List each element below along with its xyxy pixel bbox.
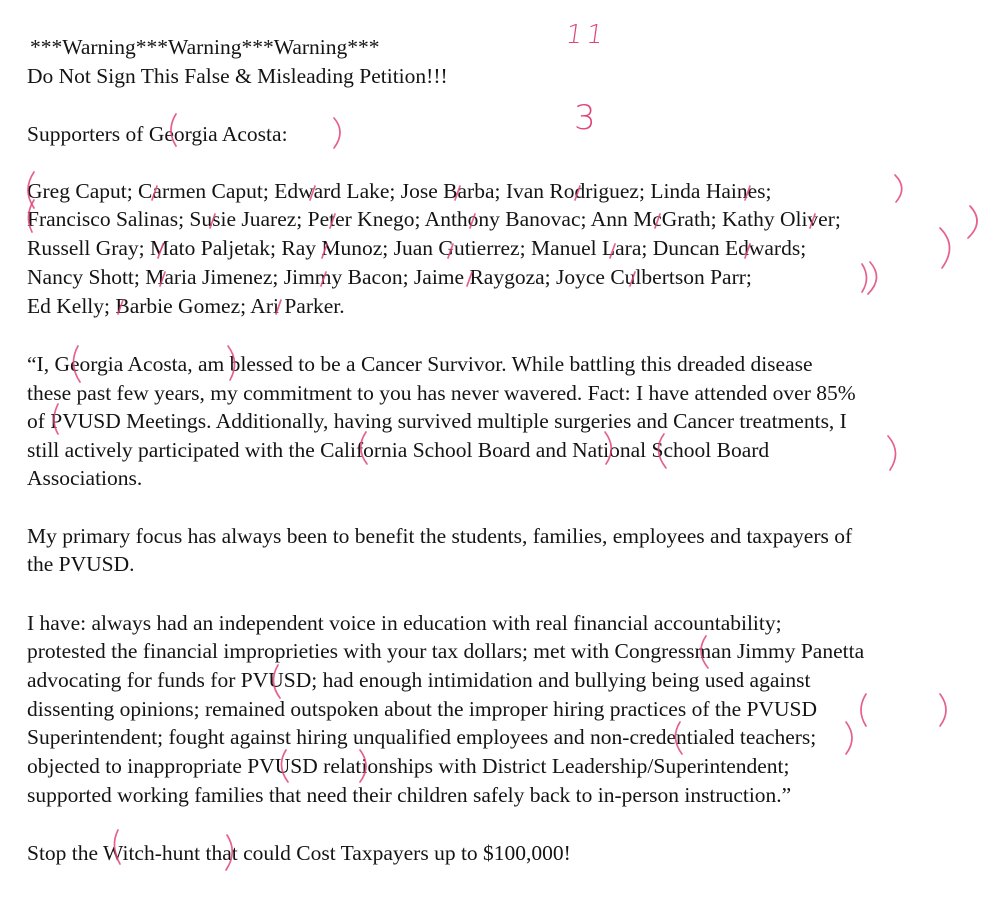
statement-line: supported working families that need their children safely back to in-person instruction.” (27, 783, 792, 807)
ink-bracket (868, 262, 877, 294)
statement-line: I have: always had an independent voice in education with real financial accountability; (27, 611, 782, 635)
statement-line: Associations. (27, 466, 143, 490)
closing-line: Stop the Witch-hunt that could Cost Taxpayers up to $100,000! (27, 841, 571, 865)
supporters-line: Francisco Salinas; Susie Juarez; Peter Knego; Anthony Banovac; Ann McGrath; Kathy Oliver; (27, 207, 841, 231)
statement-line: Superintendent; fought against hiring unqualified employees and non-credentialed teachers; (27, 725, 817, 749)
supporters-line: Greg Caput; Carmen Caput; Edward Lake; Jose Barba; Ivan Rodriguez; Linda Haines; (27, 179, 772, 203)
ink-bracket (968, 206, 977, 238)
statement-line: the PVUSD. (27, 552, 135, 576)
statement-line: these past few years, my commitment to you has never wavered. Fact: I have attended over 85% (27, 381, 856, 405)
ink-bracket (888, 436, 896, 470)
supporters-heading: Supporters of Georgia Acosta: (27, 122, 288, 146)
supporters-line: Ed Kelly; Barbie Gomez; Ari Parker. (27, 294, 345, 318)
statement-line: of PVUSD Meetings. Additionally, having survived multiple surgeries and Cancer treatments, I (27, 409, 847, 433)
statement-line: dissenting opinions; remained outspoken about the improper hiring practices of the PVUSD (27, 697, 817, 721)
statement-line: My primary focus has always been to benefit the students, families, employees and taxpayers of (27, 524, 853, 548)
statement-line: advocating for funds for PVUSD; had enough intimidation and bullying being used against (27, 668, 811, 692)
ink-bracket (846, 722, 852, 754)
ink-bracket (940, 228, 950, 268)
supporters-line: Nancy Shott; Maria Jimenez; Jimmy Bacon; Jaime Raygoza; Joyce Culbertson Parr; (27, 265, 752, 289)
notice-line: Do Not Sign This False & Misleading Petition!!! (27, 64, 448, 88)
handwritten-count-supporters: 3 (574, 98, 596, 138)
ink-bracket (862, 264, 867, 292)
statement-line: still actively participated with the California School Board and National School Board (27, 438, 770, 462)
ink-bracket (861, 694, 866, 726)
ink-bracket (334, 118, 340, 148)
statement-line: “I, Georgia Acosta, am blessed to be a Cancer Survivor. While battling this dreaded disease (27, 352, 813, 376)
handwritten-count-top: 11 (563, 20, 610, 50)
ink-bracket (895, 175, 902, 202)
statement-line: protested the financial improprieties with your tax dollars; met with Congressman Jimmy Panetta (27, 639, 865, 663)
supporters-line: Russell Gray; Mato Paljetak; Ray Munoz; Juan Gutierrez; Manuel Lara; Duncan Edwards; (27, 236, 807, 260)
statement-line: objected to inappropriate PVUSD relationships with District Leadership/Superintendent; (27, 754, 790, 778)
warning-line: ***Warning***Warning***Warning*** (30, 35, 380, 59)
ink-bracket (940, 694, 946, 726)
